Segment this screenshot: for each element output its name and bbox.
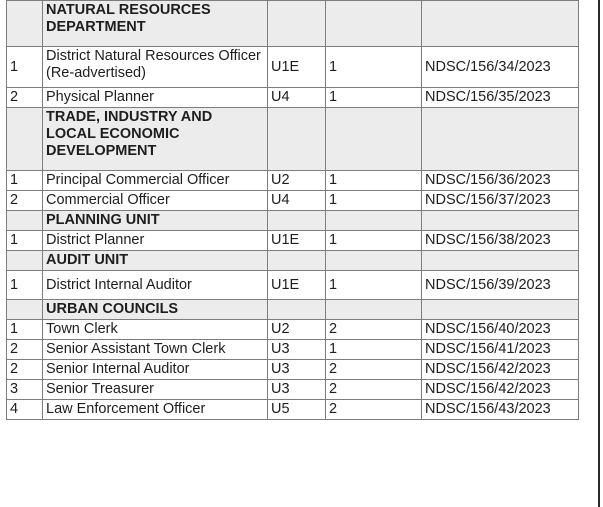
table-row bbox=[7, 191, 579, 211]
section-ref-cell bbox=[422, 211, 579, 231]
section-header-row bbox=[7, 251, 579, 271]
post-title: Town Clerk bbox=[43, 320, 268, 340]
post-title: District Natural Resources Officer (Re-advertised) bbox=[43, 47, 268, 88]
section-ref-cell bbox=[422, 251, 579, 271]
section-title: PLANNING UNIT bbox=[43, 211, 268, 231]
table-row bbox=[7, 320, 579, 340]
number-of-posts: 1 bbox=[326, 88, 422, 108]
section-header-row bbox=[7, 1, 579, 47]
table-row bbox=[7, 88, 579, 108]
post-title: Principal Commercial Officer bbox=[43, 171, 268, 191]
table-row bbox=[7, 340, 579, 360]
reference-number: NDSC/156/36/2023 bbox=[422, 171, 579, 191]
section-title: TRADE, INDUSTRY AND LOCAL ECONOMIC DEVELOPMENT bbox=[43, 108, 268, 171]
section-title: AUDIT UNIT bbox=[43, 251, 268, 271]
section-number-cell bbox=[7, 300, 43, 320]
row-number: 2 bbox=[7, 340, 43, 360]
row-number: 1 bbox=[7, 47, 43, 88]
section-number-cell bbox=[7, 211, 43, 231]
post-title: District Planner bbox=[43, 231, 268, 251]
section-header-row bbox=[7, 108, 579, 171]
section-grade-cell bbox=[268, 1, 326, 47]
section-number-cell bbox=[7, 251, 43, 271]
vacancies-table bbox=[6, 0, 579, 420]
post-title: District Internal Auditor bbox=[43, 271, 268, 300]
reference-number: NDSC/156/42/2023 bbox=[422, 360, 579, 380]
row-number: 1 bbox=[7, 171, 43, 191]
number-of-posts: 1 bbox=[326, 231, 422, 251]
section-count-cell bbox=[326, 1, 422, 47]
salary-scale: U1E bbox=[268, 271, 326, 300]
section-ref-cell bbox=[422, 108, 579, 171]
reference-number: NDSC/156/38/2023 bbox=[422, 231, 579, 251]
salary-scale: U2 bbox=[268, 320, 326, 340]
table-row bbox=[7, 380, 579, 400]
section-title: URBAN COUNCILS bbox=[43, 300, 268, 320]
section-header-row bbox=[7, 300, 579, 320]
row-number: 2 bbox=[7, 360, 43, 380]
row-number: 1 bbox=[7, 231, 43, 251]
row-number: 2 bbox=[7, 191, 43, 211]
salary-scale: U3 bbox=[268, 380, 326, 400]
reference-number: NDSC/156/41/2023 bbox=[422, 340, 579, 360]
reference-number: NDSC/156/40/2023 bbox=[422, 320, 579, 340]
salary-scale: U3 bbox=[268, 360, 326, 380]
table-row bbox=[7, 271, 579, 300]
salary-scale: U4 bbox=[268, 88, 326, 108]
section-header-row bbox=[7, 211, 579, 231]
section-count-cell bbox=[326, 251, 422, 271]
section-count-cell bbox=[326, 211, 422, 231]
post-title: Senior Assistant Town Clerk bbox=[43, 340, 268, 360]
post-title: Commercial Officer bbox=[43, 191, 268, 211]
section-number-cell bbox=[7, 1, 43, 47]
number-of-posts: 2 bbox=[326, 320, 422, 340]
salary-scale: U4 bbox=[268, 191, 326, 211]
number-of-posts: 2 bbox=[326, 360, 422, 380]
salary-scale: U1E bbox=[268, 231, 326, 251]
number-of-posts: 2 bbox=[326, 400, 422, 420]
vacancies-table-body bbox=[7, 1, 579, 420]
number-of-posts: 1 bbox=[326, 171, 422, 191]
page-edge-line bbox=[598, 0, 600, 507]
reference-number: NDSC/156/37/2023 bbox=[422, 191, 579, 211]
post-title: Senior Treasurer bbox=[43, 380, 268, 400]
reference-number: NDSC/156/39/2023 bbox=[422, 271, 579, 300]
reference-number: NDSC/156/43/2023 bbox=[422, 400, 579, 420]
table-row bbox=[7, 231, 579, 251]
reference-number: NDSC/156/35/2023 bbox=[422, 88, 579, 108]
section-grade-cell bbox=[268, 251, 326, 271]
section-ref-cell bbox=[422, 1, 579, 47]
post-title: Physical Planner bbox=[43, 88, 268, 108]
salary-scale: U3 bbox=[268, 340, 326, 360]
table-row bbox=[7, 400, 579, 420]
salary-scale: U2 bbox=[268, 171, 326, 191]
post-title: Senior Internal Auditor bbox=[43, 360, 268, 380]
number-of-posts: 1 bbox=[326, 340, 422, 360]
section-grade-cell bbox=[268, 108, 326, 171]
section-title: NATURAL RESOURCES DEPARTMENT bbox=[43, 1, 268, 47]
row-number: 2 bbox=[7, 88, 43, 108]
row-number: 1 bbox=[7, 320, 43, 340]
number-of-posts: 1 bbox=[326, 271, 422, 300]
number-of-posts: 1 bbox=[326, 191, 422, 211]
section-grade-cell bbox=[268, 211, 326, 231]
section-ref-cell bbox=[422, 300, 579, 320]
reference-number: NDSC/156/42/2023 bbox=[422, 380, 579, 400]
table-row bbox=[7, 171, 579, 191]
post-title: Law Enforcement Officer bbox=[43, 400, 268, 420]
salary-scale: U5 bbox=[268, 400, 326, 420]
section-count-cell bbox=[326, 108, 422, 171]
page-edge bbox=[580, 0, 603, 507]
row-number: 3 bbox=[7, 380, 43, 400]
reference-number: NDSC/156/34/2023 bbox=[422, 47, 579, 88]
section-number-cell bbox=[7, 108, 43, 171]
section-grade-cell bbox=[268, 300, 326, 320]
table-row bbox=[7, 47, 579, 88]
section-count-cell bbox=[326, 300, 422, 320]
row-number: 1 bbox=[7, 271, 43, 300]
salary-scale: U1E bbox=[268, 47, 326, 88]
row-number: 4 bbox=[7, 400, 43, 420]
number-of-posts: 2 bbox=[326, 380, 422, 400]
number-of-posts: 1 bbox=[326, 47, 422, 88]
table-row bbox=[7, 360, 579, 380]
